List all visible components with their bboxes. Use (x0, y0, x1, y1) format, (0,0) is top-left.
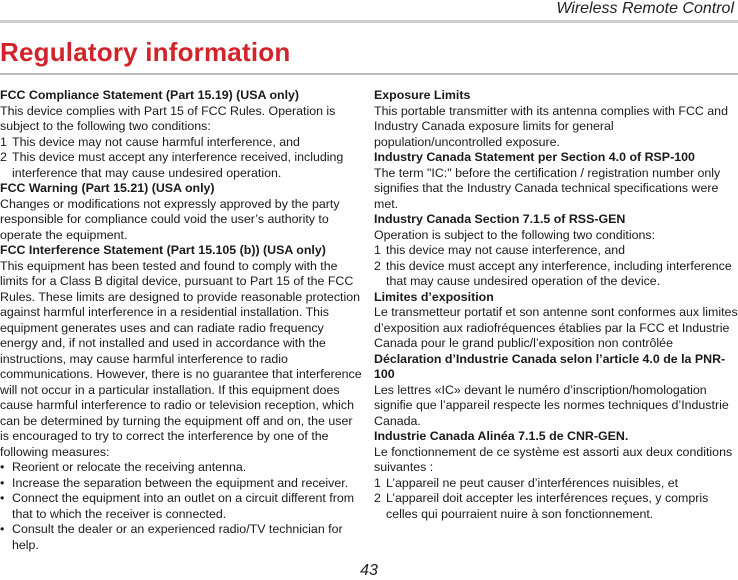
list-marker: 2 (374, 258, 381, 273)
section-heading: Limites d’exposition (374, 289, 494, 304)
running-header-title: Wireless Remote Control (556, 0, 734, 17)
paragraph: Le fonctionnement de ce système est assorti aux deux conditions suivantes : (374, 444, 733, 474)
bullet-item (0, 476, 364, 492)
paragraph: The term "IC:" before the certification / registration number only signifies that the Industry Canada technical specifications were met. (374, 165, 721, 211)
section-heading: Industry Canada Section 7.1.5 of RSS-GEN (374, 212, 626, 226)
bullet-text: Reorient or relocate the receiving antenna. (12, 460, 247, 474)
paragraph: Operation is subject to the following two conditions: (374, 227, 656, 242)
section-heading: Industrie Canada Alinéa 7.1.5 de CNR-GEN. (374, 429, 629, 443)
paragraph: Les lettres «IC» devant le numéro d’inscription/homologation signifie que l’appareil respecte les normes techniques d’Industrie Canada. (374, 382, 729, 428)
running-header (0, 0, 738, 22)
list-item (0, 150, 364, 181)
page-number: 43 (360, 562, 378, 579)
list-item (374, 259, 738, 290)
list-item-text: L’appareil ne peut causer d’interférences nuisibles, et (386, 475, 679, 490)
section-heading: FCC Warning (Part 15.21) (USA only) (0, 181, 215, 195)
list-item-text: this device must accept any interference, including interference that may cause undesired operation of the device. (386, 258, 732, 288)
paragraph: Le transmetteur portatif et son antenne sont conformes aux limites d’exposition aux radiofréquences établies par la FCC et Industrie Canada pour le grand public/l’exposition non contrôlée (374, 305, 738, 350)
bullet-text: Increase the separation between the equipment and receiver. (12, 475, 349, 490)
list-marker: 2 (374, 491, 381, 505)
right-column (374, 88, 738, 522)
section-heading: Exposure Limits (374, 88, 471, 102)
list-item-text: This device may not cause harmful interference, and (12, 134, 300, 149)
section-heading: Déclaration d’Industrie Canada selon l’article 4.0 de la PNR-100 (374, 351, 726, 381)
bullet-marker: • (0, 522, 5, 536)
list-item-text: L’appareil doit accepter les interférences reçues, y compris celles qui pourraient nuire à son fonctionnement. (386, 491, 709, 521)
paragraph: This equipment has been tested and found to comply with the limits for a Class B digital device, pursuant to Part 15 of the FCC Rules. These limits are designed to provide reasonable protection against harmful interference in a residential installation. This equipment generates uses and can radiate radio frequency energy and, if not installed and used in accordance with the instructions, may cause harmful interference to radio communications. However, there is no guarantee that interference will not occur in a particular installation. If this equipment does cause harmful interference to radio or television reception, which can be determined by turning the equipment off and on, the user is encouraged to try to correct the interference by one of the following measures: (0, 258, 362, 459)
paragraph: This portable transmitter with its antenna complies with FCC and Industry Canada exposure limits for general population/uncontrolled exposure. (374, 103, 728, 149)
section-heading: FCC Interference Statement (Part 15.105 (b)) (USA only) (0, 243, 326, 257)
list-marker: 1 (374, 243, 381, 257)
bullet-item (0, 522, 364, 553)
list-item (374, 243, 738, 259)
header-band (0, 20, 738, 23)
title-divider (0, 73, 738, 75)
paragraph: This device complies with Part 15 of FCC Rules. Operation is subject to the following two conditions: (0, 103, 336, 133)
paragraph: Changes or modifications not expressly approved by the party responsible for compliance could void the user’s authority to operate the equipment. (0, 196, 340, 242)
section-heading: FCC Compliance Statement (Part 15.19) (USA only) (0, 88, 300, 102)
list-item-text: this device may not cause interference, and (386, 243, 625, 257)
list-item-text: This device must accept any interference received, including interference that may cause undesired operation. (12, 150, 344, 180)
bullet-marker: • (0, 475, 5, 490)
section-heading: Industry Canada Statement per Section 4.0 of RSP-100 (374, 150, 695, 164)
page-title: Regulatory information (0, 37, 291, 67)
list-item (374, 476, 738, 492)
list-item (374, 491, 738, 522)
bullet-text: Connect the equipment into an outlet on a circuit different from that to which the receiver is connected. (12, 491, 355, 521)
bullet-item (0, 460, 364, 476)
list-item (0, 135, 364, 151)
bullet-text: Consult the dealer or an experienced radio/TV technician for help. (12, 522, 343, 552)
list-marker: 1 (0, 134, 7, 149)
bullet-marker: • (0, 460, 5, 474)
list-marker: 2 (0, 150, 7, 164)
list-marker: 1 (374, 475, 381, 490)
bullet-item (0, 491, 364, 522)
left-column (0, 88, 364, 553)
bullet-marker: • (0, 491, 5, 505)
